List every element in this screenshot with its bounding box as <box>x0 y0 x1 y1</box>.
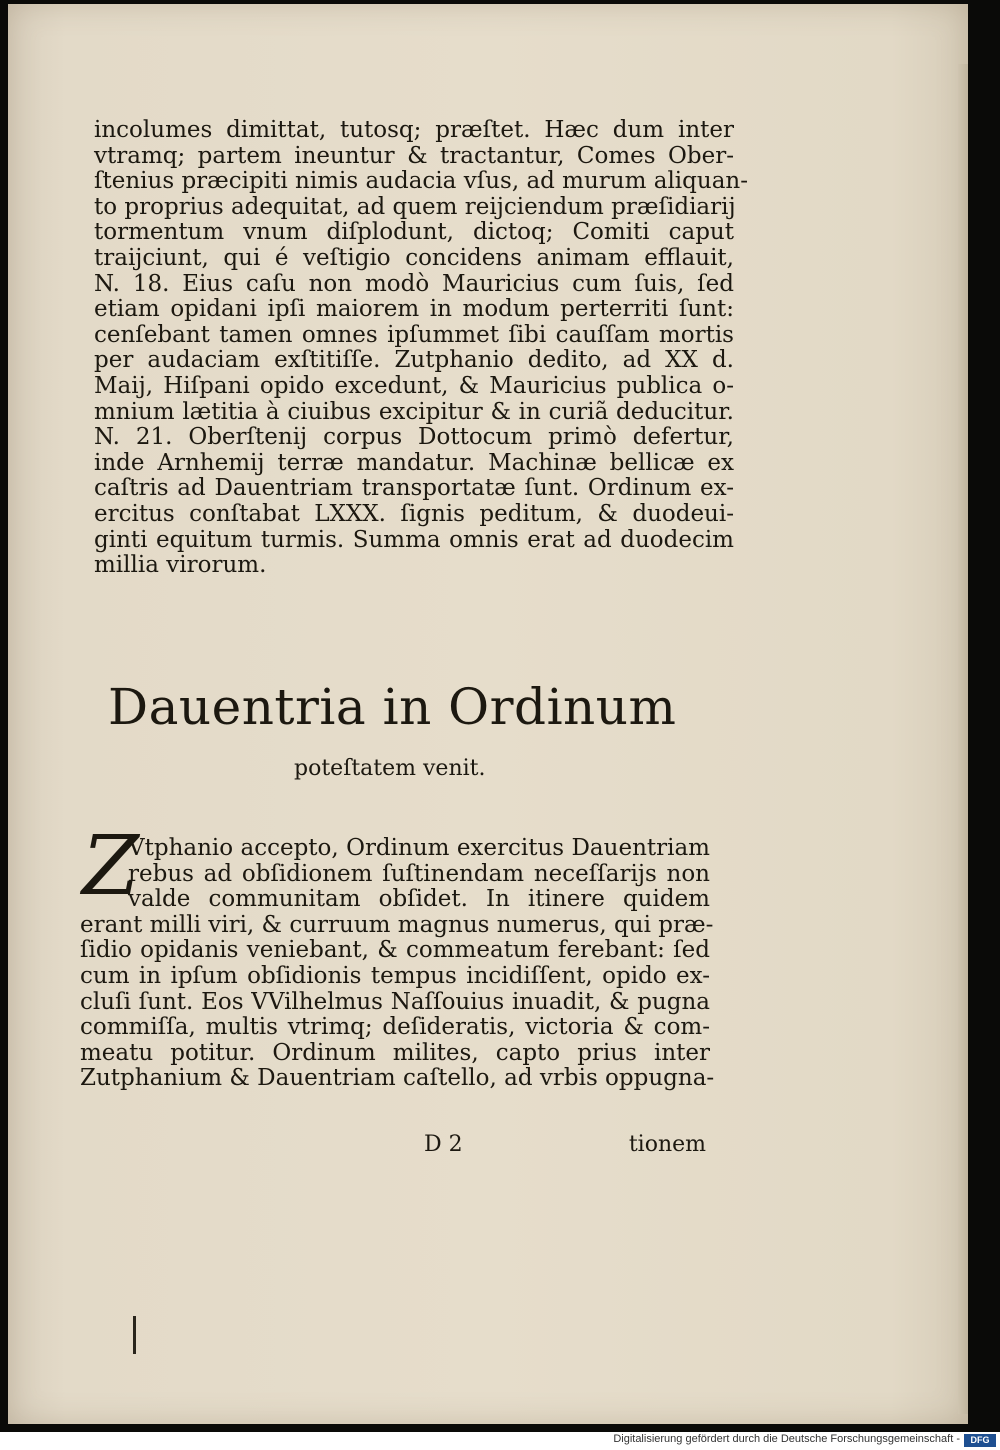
text-line: ercitus conſtabat LXXX. ſignis peditum, & duodeui- <box>94 500 734 527</box>
text-line: etiam opidani ipſi maiorem in modum perterriti ſunt: <box>94 296 734 323</box>
text-line: commiſſa, multis vtrimq; deſideratis, victoria & com- <box>80 1014 710 1041</box>
catchword: tionem <box>628 1132 706 1157</box>
page-mark <box>133 1316 136 1354</box>
text-line: cum in ipſum obſidionis tempus incidiſſent, opido ex- <box>80 962 710 989</box>
text-line: valde communitam obſidet. In itinere quidem <box>128 886 710 913</box>
text-line: mnium lætitia à ciuibus excipitur & in curiã deducitur. <box>94 398 734 425</box>
text-line: millia virorum. <box>94 552 267 579</box>
text-line: traijciunt, qui é veſtigio concidens animam efflauit, <box>94 244 734 271</box>
text-line: ſidio opidanis veniebant, & commeatum ferebant: ſed <box>80 937 710 964</box>
section-subheading: poteſtatem venit. <box>294 756 486 781</box>
footer-credit: Digitalisierung gefördert durch die Deutsche Forschungsgemeinschaft - <box>613 1433 960 1445</box>
text-line: per audaciam exſtitiſſe. Zutphanio dedito, ad XX d. <box>94 347 734 374</box>
text-line: to proprius adequitat, ad quem reijciendum præſidiarij <box>94 193 736 220</box>
text-line: tormentum vnum diſplodunt, dictoq; Comiti caput <box>94 219 734 246</box>
text-line: Vtphanio accepto, Ordinum exercitus Dauentriam <box>128 835 710 861</box>
text-line: incolumes dimittat, tutosq; præſtet. Hæc dum inter <box>94 117 734 143</box>
page-edge <box>958 64 968 1414</box>
text-line: Maij, Hiſpani opido excedunt, & Mauricius publica o- <box>94 372 734 399</box>
text-line: caſtris ad Dauentriam transportatæ ſunt. Ordinum ex- <box>94 475 734 502</box>
text-line: vtramq; partem ineuntur & tractantur, Comes Ober- <box>94 142 734 169</box>
text-line: ginti equitum turmis. Summa omnis erat ad duodecim <box>94 526 734 553</box>
text-line: ſtenius præcipiti nimis audacia vſus, ad murum aliquan- <box>94 168 748 195</box>
text-line: erant milli viri, & curruum magnus numerus, qui præ- <box>80 911 714 938</box>
text-line: cluſi ſunt. Eos VVilhelmus Naſſouius inuadit, & pugna <box>80 988 710 1015</box>
text-line: rebus ad obſidionem ſuſtinendam neceſſarijs non <box>128 860 710 887</box>
footer-bar <box>0 1432 1000 1450</box>
text-line: N. 21. Oberſtenij corpus Dottocum primò defertur, <box>94 424 734 451</box>
text-line: inde Arnhemij terræ mandatur. Machinæ bellicæ ex <box>94 449 734 476</box>
dfg-logo: DFG <box>964 1434 996 1447</box>
section-heading: Dauentria in Ordinum <box>108 678 677 736</box>
signature-mark: D 2 <box>424 1132 463 1157</box>
text-line: cenſebant tamen omnes ipſummet ſibi cauſſam mortis <box>94 321 734 348</box>
text-line: Zutphanium & Dauentriam caſtello, ad vrbis oppugna- <box>80 1065 715 1092</box>
drop-cap: Z <box>82 819 139 914</box>
text-line: meatu potitur. Ordinum milites, capto prius inter <box>80 1039 710 1066</box>
text-line: N. 18. Eius caſu non modò Mauricius cum ſuis, ſed <box>94 270 734 297</box>
paragraph-1 <box>94 117 748 579</box>
paragraph-2 <box>80 835 715 1092</box>
